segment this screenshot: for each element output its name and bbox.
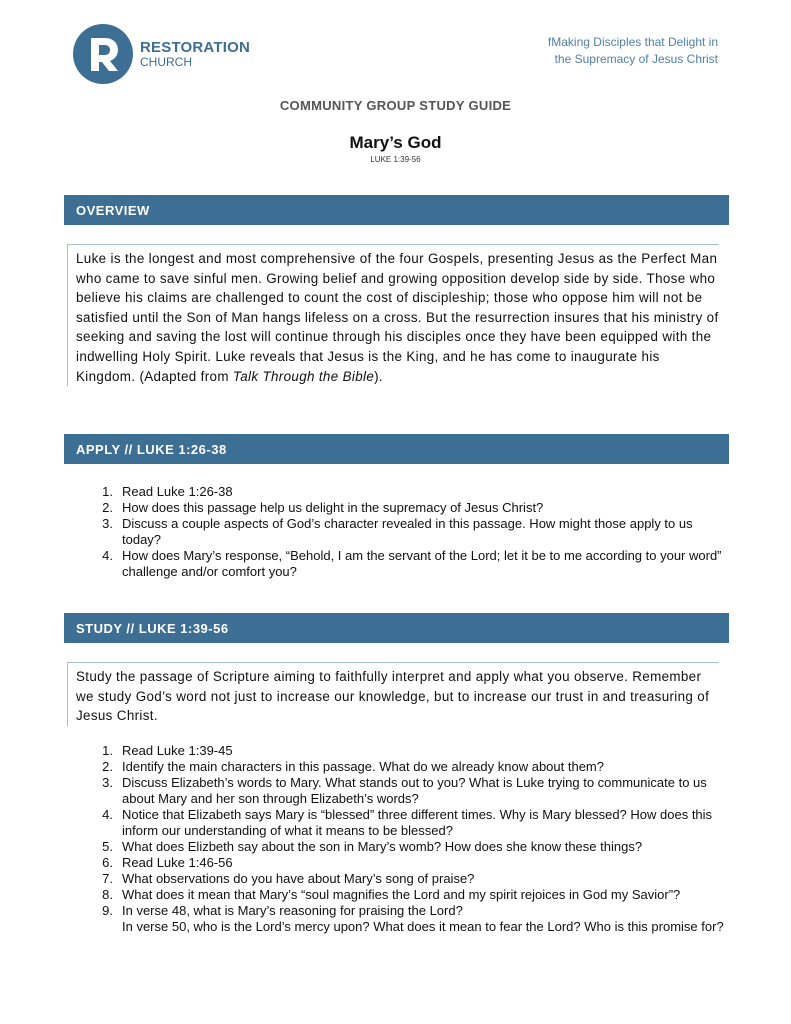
list-item bbox=[97, 775, 729, 807]
study-heading: STUDY // LUKE 1:39-56 bbox=[64, 613, 729, 643]
list-item-number: 3. bbox=[102, 775, 113, 790]
overview-source-end: ). bbox=[374, 368, 384, 384]
list-item-number: 5. bbox=[102, 839, 113, 854]
document-title: Mary’s God bbox=[349, 133, 442, 152]
list-item-text: What does it mean that Mary’s “soul magnifies the Lord and my spirit rejoices in God my Savior”? bbox=[122, 887, 681, 902]
list-item bbox=[97, 743, 729, 759]
scripture-reference: LUKE 1:39-56 bbox=[370, 155, 421, 164]
study-intro-paragraph: Study the passage of Scripture aiming to faithfully interpret and apply what you observe. Remember we study God’s word not just to increase our knowledge, but to increase our trust in and treasuring of Jesus Christ. bbox=[67, 662, 719, 726]
list-item-number: 1. bbox=[102, 743, 113, 758]
list-item-number: 7. bbox=[102, 871, 113, 886]
tagline-line-1: fMaking Disciples that Delight in bbox=[547, 35, 718, 49]
list-item-number: 3. bbox=[102, 516, 113, 531]
list-item-number: 4. bbox=[102, 548, 113, 563]
logo-subtitle: CHURCH bbox=[140, 55, 192, 69]
list-item-number: 1. bbox=[102, 484, 113, 499]
list-item bbox=[97, 484, 729, 500]
church-logo bbox=[73, 24, 250, 84]
apply-question-list bbox=[97, 484, 729, 580]
study-question-list bbox=[97, 743, 729, 935]
list-item-number: 6. bbox=[102, 855, 113, 870]
list-item-number: 2. bbox=[102, 759, 113, 774]
list-item bbox=[97, 855, 729, 871]
logo-r-icon bbox=[73, 24, 133, 84]
list-item-text: What does Elizbeth say about the son in Mary’s womb? How does she know these things? bbox=[122, 839, 643, 854]
list-item bbox=[97, 887, 729, 903]
overview-source-title: Talk Through the Bible bbox=[232, 368, 375, 384]
list-item-number: 4. bbox=[102, 807, 113, 822]
tagline bbox=[548, 34, 718, 68]
overview-heading: OVERVIEW bbox=[64, 195, 729, 225]
list-item-text: How does this passage help us delight in the supremacy of Jesus Christ? bbox=[122, 500, 544, 515]
list-item-text: Read Luke 1:46-56 bbox=[122, 855, 233, 870]
list-item bbox=[97, 839, 729, 855]
list-item-text: Discuss Elizabeth’s words to Mary. What stands out to you? What is Luke trying to communicate to us about Mary and her son through Elizabeth’s words? bbox=[122, 775, 707, 806]
list-item-text: Read Luke 1:26-38 bbox=[122, 484, 233, 499]
list-item-text: In verse 48, what is Mary’s reasoning for praising the Lord? bbox=[122, 903, 463, 918]
list-item-number: 9. bbox=[102, 903, 113, 918]
list-item bbox=[97, 500, 729, 516]
list-item-number: 2. bbox=[102, 500, 113, 515]
list-item bbox=[97, 903, 729, 935]
list-item-text: How does Mary’s response, “Behold, I am the servant of the Lord; let it be to me according to your word” challenge and/or comfort you? bbox=[122, 548, 722, 579]
guide-title: COMMUNITY GROUP STUDY GUIDE bbox=[279, 98, 512, 113]
list-item-number: 8. bbox=[102, 887, 113, 902]
logo-name: RESTORATION bbox=[140, 39, 250, 56]
list-item bbox=[97, 871, 729, 887]
list-item-continuation: In verse 50, who is the Lord’s mercy upon? What does it mean to fear the Lord? Who is this promise for? bbox=[122, 919, 724, 934]
overview-paragraph bbox=[67, 244, 719, 386]
list-item-text: What observations do you have about Mary’s song of praise? bbox=[122, 871, 475, 886]
overview-text: Luke is the longest and most comprehensive of the four Gospels, presenting Jesus as the Perfect Man who came to save sinful men. Growing belief and growing opposition develop side by side. Those who believe his claims are challenged to count the cost of discipleship; those who oppose him will not be satisfied until the Son of Man hangs lifeless on a cross. But the resurrection insures that his ministry of seeking and saving the lost will continue through his disciples once they have been equipped with the indwelling Holy Spirit. Luke reveals that Jesus is the King, and he has come to inaugurate his Kingdom. (Adapted from bbox=[76, 251, 719, 384]
list-item bbox=[97, 807, 729, 839]
list-item bbox=[97, 548, 729, 580]
list-item-text: Identify the main characters in this passage. What do we already know about them? bbox=[122, 759, 604, 774]
tagline-line-2: the Supremacy of Jesus Christ bbox=[554, 52, 718, 66]
list-item-text: Notice that Elizabeth says Mary is “blessed” three different times. Why is Mary blessed? How does this inform our understanding of what it means to be blessed? bbox=[122, 807, 713, 838]
apply-heading: APPLY // LUKE 1:26-38 bbox=[64, 434, 729, 464]
list-item-text: Read Luke 1:39-45 bbox=[122, 743, 233, 758]
list-item bbox=[97, 759, 729, 775]
list-item-text: Discuss a couple aspects of God’s character revealed in this passage. How might those apply to us today? bbox=[122, 516, 693, 547]
list-item bbox=[97, 516, 729, 548]
